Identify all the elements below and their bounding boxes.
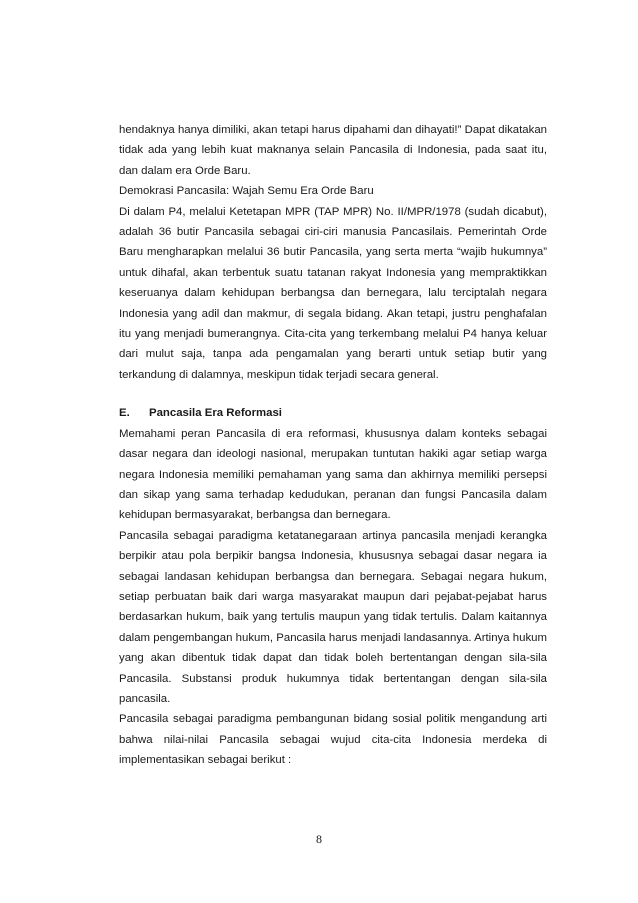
subheading-demokrasi: Demokrasi Pancasila: Wajah Semu Era Orde Baru [119, 185, 374, 198]
section-heading [119, 403, 547, 423]
section-title: Pancasila Era Reformasi [149, 407, 282, 420]
paragraph: Memahami peran Pancasila di era reformasi, khususnya dalam konteks sebagai dasar negara dan ideologi nasional, merupakan tuntutan hakiki agar setiap warga negara Indonesia memiliki pemahaman yang sama dan akhirnya memiliki persepsi dan sikap yang sama terhadap kedudukan, peranan dan fungsi Pancasila dalam kehidupan bermasyarakat, berbangsa dan bernegara. [119, 427, 547, 522]
paragraph: hendaknya hanya dimiliki, akan tetapi harus dipahami dan dihayati!” Dapat dikatakan tidak ada yang lebih kuat maknanya selain Pancasila di Indonesia, pada saat itu, dan dalam era Orde Baru. [119, 124, 547, 177]
spacer [119, 385, 547, 403]
page-number: 8 [316, 832, 322, 846]
paragraph: Pancasila sebagai paradigma ketatanegaraan artinya pancasila menjadi kerangka berpikir atau pola berpikir bangsa Indonesia, khususnya sebagai dasar negara ia sebagai landasan kehidupan berbangsa dan bernegara. Sebagai negara hukum, setiap perbuatan baik dari warga masyarakat maupun dari pejabat-pejabat harus berdasarkan hukum, baik yang tertulis maupun yang tidak tertulis. Dalam kaitannya dalam pengembangan hukum, Pancasila harus menjadi landasannya. Artinya hukum yang akan dibentuk tidak dapat dan tidak boleh bertentangan dengan sila-sila Pancasila. Substansi produk hukumnya tidak bertentangan dengan sila-sila pancasila. [119, 529, 547, 705]
paragraph: Pancasila sebagai paradigma pembangunan bidang sosial politik mengandung arti bahwa nilai-nilai Pancasila sebagai wujud cita-cita Indonesia merdeka di implementasikan sebagai berikut : [119, 713, 547, 767]
body-text [119, 120, 547, 771]
section-number: E. [119, 407, 130, 420]
paragraph: Di dalam P4, melalui Ketetapan MPR (TAP MPR) No. II/MPR/1978 (sudah dicabut), adalah 36 butir Pancasila sebagai ciri-ciri manusia Pancasilais. Pemerintah Orde Baru mengharapkan melalui 36 butir Pancasila, yang serta merta “wajib hukumnya” untuk dihafal, akan terbentuk suatu tatanan rakyat Indonesia yang mempraktikkan keseruanya dalam kehidupan berbangsa dan bernegara, lalu terciptalah negara Indonesia yang adil dan makmur, di segala bidang. Akan tetapi, justru penghafalan itu yang menjadi bumerangnya. Cita-cita yang terkembang melalui P4 hanya keluar dari mulut saja, tanpa ada pengamalan yang berarti untuk setiap butir yang terkandung di dalamnya, meskipun tidak terjadi secara general. [119, 205, 547, 381]
